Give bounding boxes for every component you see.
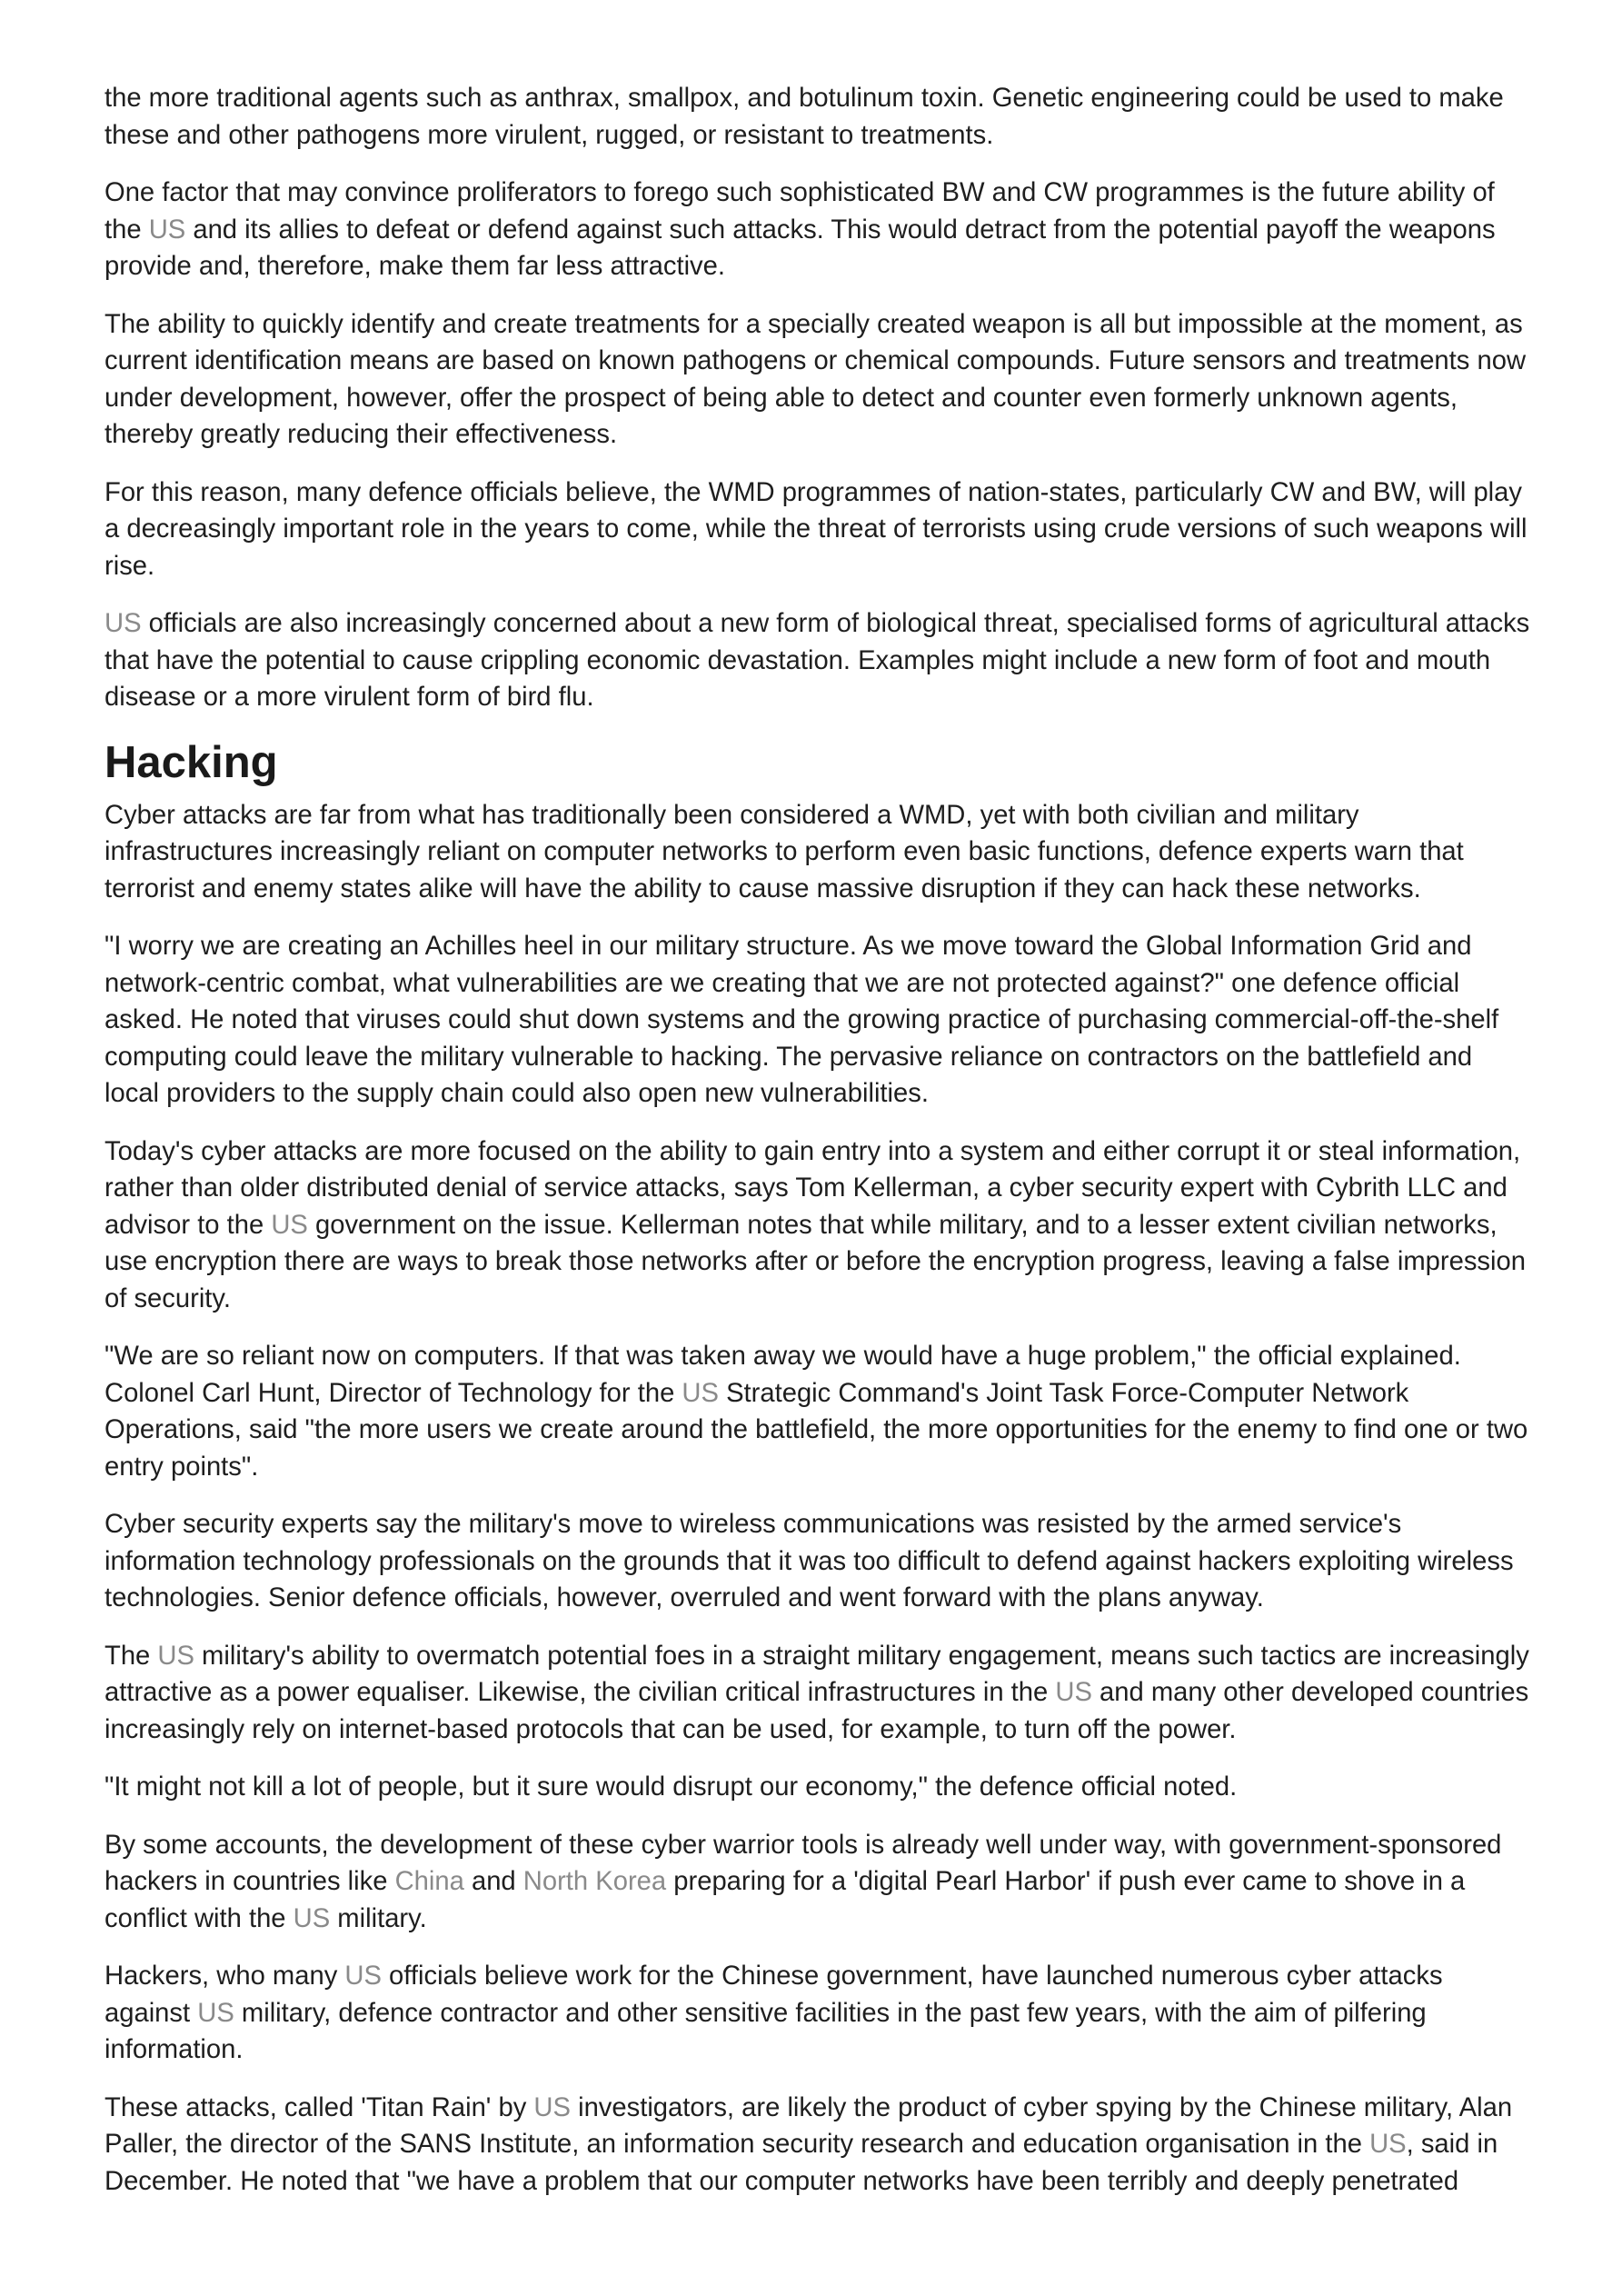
paragraph — [104, 175, 1531, 285]
paragraph-text: officials believe work for the Chinese government, have launched numerous cyber attacks against — [104, 1962, 1443, 2028]
paragraph-text: Today's cyber attacks are more focused on the ability to gain entry into a system and either corrupt it or steal information, rather than older distributed denial of service attacks, says Tom Kellerman, a cyber security expert with Cybrith LLC and advisor to the — [104, 1136, 1521, 1240]
paragraph-text: and many other developed countries increasingly rely on internet-based protocols that can be used, for example, to turn off the power. — [104, 1678, 1529, 1744]
paragraph-text: These attacks, called 'Titan Rain' by — [104, 2092, 534, 2122]
paragraph-text: military, defence contractor and other sensitive facilities in the past few years, with the aim of pilfering information. — [104, 1998, 1427, 2064]
link-us[interactable]: US — [148, 215, 186, 245]
paragraph — [104, 1769, 1531, 1806]
paragraph-text: For this reason, many defence officials believe, the WMD programmes of nation-states, particularly CW and BW, will play a decreasingly important role in the years to come, while the threat of terrorists using crude versions of such weapons will rise. — [104, 477, 1527, 581]
link-us[interactable]: US — [104, 609, 142, 638]
paragraph — [104, 1338, 1531, 1485]
link-us[interactable]: US — [682, 1378, 719, 1408]
paragraph-text: By some accounts, the development of these cyber warrior tools is already well under way, with government-sponsored hackers in countries like — [104, 1830, 1502, 1896]
paragraph-text: investigators, are likely the product of cyber spying by the Chinese military, Alan Paller, the director of the SANS Institute, an information security research and education organisation in the — [104, 2092, 1513, 2159]
paragraph-text: Cyber security experts say the military's move to wireless communications was resisted by the armed service's information technology professionals on the grounds that it was too difficult to defend against hackers exploiting wireless technologies. Senior defence officials, however, overruled and went forward with the plans anyway. — [104, 1510, 1514, 1612]
paragraph-text: "I worry we are creating an Achilles heel in our military structure. As we move toward the Global Information Grid and network-centric combat, what vulnerabilities are we creating that we are not protected against?" one defence official asked. He noted that viruses could shut down systems and the growing practice of purchasing commercial-off-the-shelf computing could leave the military vulnerable to hacking. The pervasive reliance on contractors on the battlefield and local providers to the supply chain could also open new vulnerabilities. — [104, 932, 1499, 1108]
paragraph-text: One factor that may convince proliferators to forego such sophisticated BW and CW programmes is the future ability of the — [104, 178, 1495, 245]
link-us[interactable]: US — [293, 1903, 331, 1933]
paragraph — [104, 1827, 1531, 1938]
link-us[interactable]: US — [197, 1998, 234, 2028]
paragraph — [104, 80, 1531, 154]
paragraph — [104, 2090, 1531, 2201]
link-us[interactable]: US — [533, 2092, 571, 2122]
paragraph-text: and — [463, 1867, 523, 1896]
paragraph — [104, 1958, 1531, 2069]
article-body-top — [104, 80, 1531, 716]
paragraph — [104, 1133, 1531, 1318]
link-china[interactable]: China — [394, 1867, 464, 1896]
paragraph-text: The — [104, 1641, 158, 1671]
paragraph-text: government on the issue. Kellerman notes that while military, and to a lesser extent civilian networks, use encryption there are ways to break those networks after or before the encryption progress, leaving a false impression of security. — [104, 1210, 1526, 1313]
paragraph-text: Strategic Command's Joint Task Force-Computer Network Operations, said "the more users we create around the battlefield, the more opportunities for the enemy to find one or two entry points". — [104, 1378, 1528, 1482]
paragraph-text: military's ability to overmatch potential foes in a straight military engagement, means such tactics are increasingly attractive as a power equaliser. Likewise, the civilian critical infrastructures in the — [104, 1641, 1529, 1707]
link-us[interactable]: US — [271, 1210, 308, 1240]
paragraph-text: officials are also increasingly concerned about a new form of biological threat, specialised forms of agricultural attacks that have the potential to cause crippling economic devastation. Examples might include a new form of foot and mouth disease or a more virulent form of bird flu. — [104, 609, 1530, 712]
article-page — [104, 80, 1531, 2221]
paragraph — [104, 797, 1531, 908]
paragraph-text: "We are so reliant now on computers. If that was taken away we would have a huge problem," the official explained. Colonel Carl Hunt, Director of Technology for the — [104, 1342, 1461, 1408]
link-us[interactable]: US — [344, 1962, 382, 1991]
paragraph-text: Cyber attacks are far from what has traditionally been considered a WMD, yet with both civilian and military infrastructures increasingly reliant on computer networks to perform even basic functions, defence experts warn that terrorist and enemy states alike will have the ability to cause massive disruption if they can hack these networks. — [104, 800, 1464, 903]
paragraph — [104, 306, 1531, 454]
link-north-korea[interactable]: North Korea — [522, 1867, 667, 1896]
paragraph-text: "It might not kill a lot of people, but it sure would disrupt our economy," the defence official noted. — [104, 1772, 1238, 1802]
paragraph-text: and its allies to defeat or defend against such attacks. This would detract from the potential payoff the weapons provide and, therefore, make them far less attractive. — [104, 215, 1496, 281]
paragraph — [104, 928, 1531, 1113]
paragraph-text: the more traditional agents such as anthrax, smallpox, and botulinum toxin. Genetic engineering could be used to make these and other pathogens more virulent, rugged, or resistant to treatments. — [104, 84, 1504, 150]
paragraph-text: preparing for a 'digital Pearl Harbor' if push ever came to shove in a conflict with the — [104, 1867, 1466, 1933]
link-us[interactable]: US — [157, 1641, 194, 1671]
paragraph-text: Hackers, who many — [104, 1962, 345, 1991]
section-heading-hacking: Hacking — [104, 737, 278, 787]
link-us[interactable]: US — [1055, 1678, 1092, 1707]
paragraph — [104, 605, 1531, 716]
paragraph — [104, 1638, 1531, 1749]
paragraph-text: The ability to quickly identify and create treatments for a specially created weapon is all but impossible at the moment, as current identification means are based on known pathogens or chemical compounds. Future sensors and treatments now under development, however, offer the prospect of being able to detect and counter even formerly unknown agents, thereby greatly reducing their effectiveness. — [104, 309, 1527, 449]
article-body-bottom — [104, 797, 1531, 2201]
paragraph — [104, 1506, 1531, 1617]
paragraph — [104, 474, 1531, 585]
link-us[interactable]: US — [1369, 2130, 1407, 2159]
paragraph-text: military. — [330, 1903, 427, 1933]
paragraph-text: , said in December. He noted that "we have a problem that our computer networks have been terribly and deeply penetrated — [104, 2130, 1498, 2196]
